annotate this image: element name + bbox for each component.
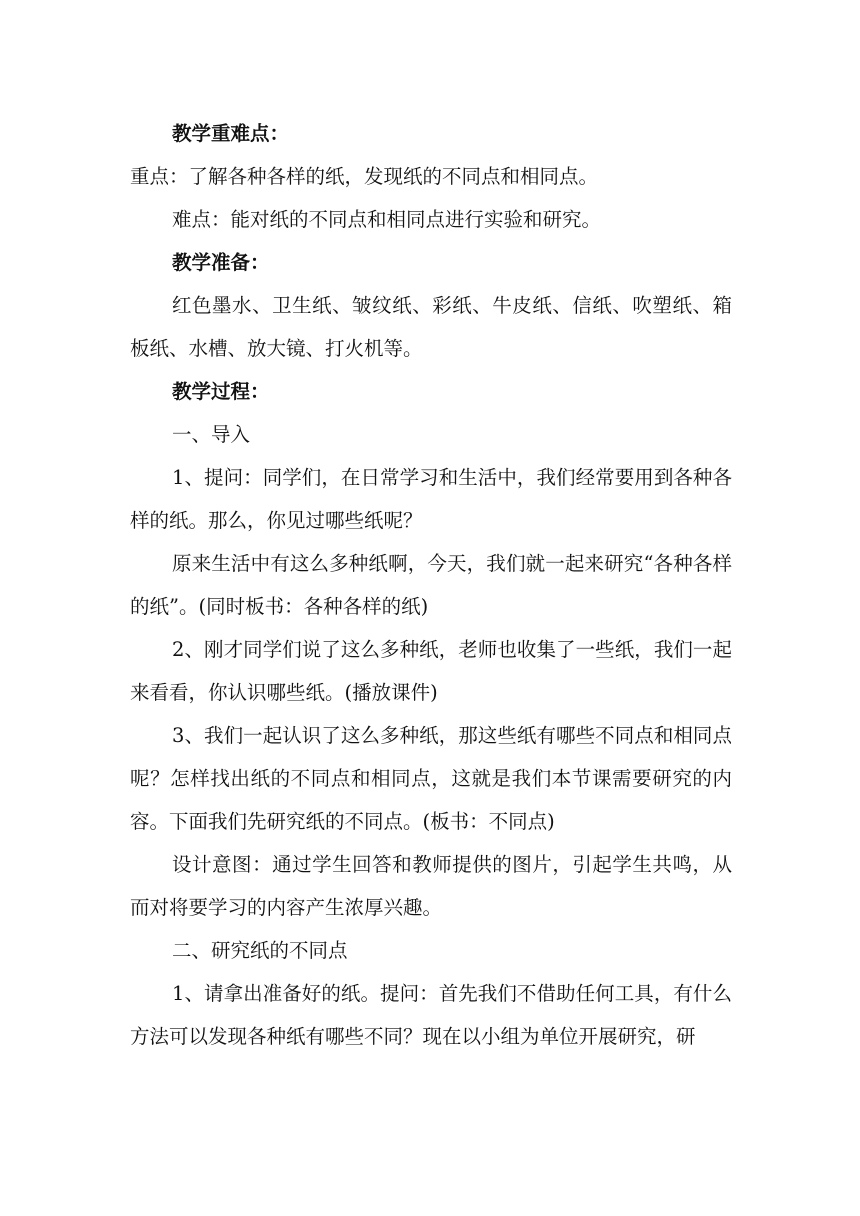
paragraph-materials: 红色墨水、卫生纸、皱纹纸、彩纸、牛皮纸、信纸、吹塑纸、箱板纸、水槽、放大镜、打火机等。 [130, 294, 732, 360]
paragraph-step-1-3: 3、我们一起认识了这么多种纸，那这些纸有哪些不同点和相同点呢？怎样找出纸的不同点和相同点，这就是我们本节课需要研究的内容。下面我们先研究纸的不同点。(板书：不同点) [130, 724, 732, 833]
section-heading-intro: 一、导入 [172, 423, 251, 446]
paragraph-step-1-transition: 原来生活中有这么多种纸啊，今天，我们就一起来研究“各种各样的纸”。(同时板书：各种各样的纸) [130, 552, 732, 618]
section-heading-differences: 二、研究纸的不同点 [172, 939, 348, 962]
document-page [130, 112, 732, 1058]
paragraph-design-intent: 设计意图：通过学生回答和教师提供的图片，引起学生共鸣，从而对将要学习的内容产生浓厚兴趣。 [130, 853, 732, 919]
heading-key-points: 教学重难点： [172, 122, 290, 145]
heading-preparation: 教学准备： [172, 251, 270, 274]
paragraph-step-1-1: 1、提问：同学们，在日常学习和生活中，我们经常要用到各种各样的纸。那么，你见过哪些纸呢？ [130, 466, 732, 532]
heading-process: 教学过程： [172, 380, 270, 403]
paragraph-step-1-2: 2、刚才同学们说了这么多种纸，老师也收集了一些纸，我们一起来看看，你认识哪些纸。(播放课件) [130, 638, 732, 704]
paragraph-key-point: 重点：了解各种各样的纸，发现纸的不同点和相同点。 [130, 165, 599, 188]
paragraph-step-2-1: 1、请拿出准备好的纸。提问：首先我们不借助任何工具，有什么方法可以发现各种纸有哪些不同？现在以小组为单位开展研究，研 [130, 982, 732, 1048]
paragraph-difficulty: 难点：能对纸的不同点和相同点进行实验和研究。 [172, 208, 602, 231]
